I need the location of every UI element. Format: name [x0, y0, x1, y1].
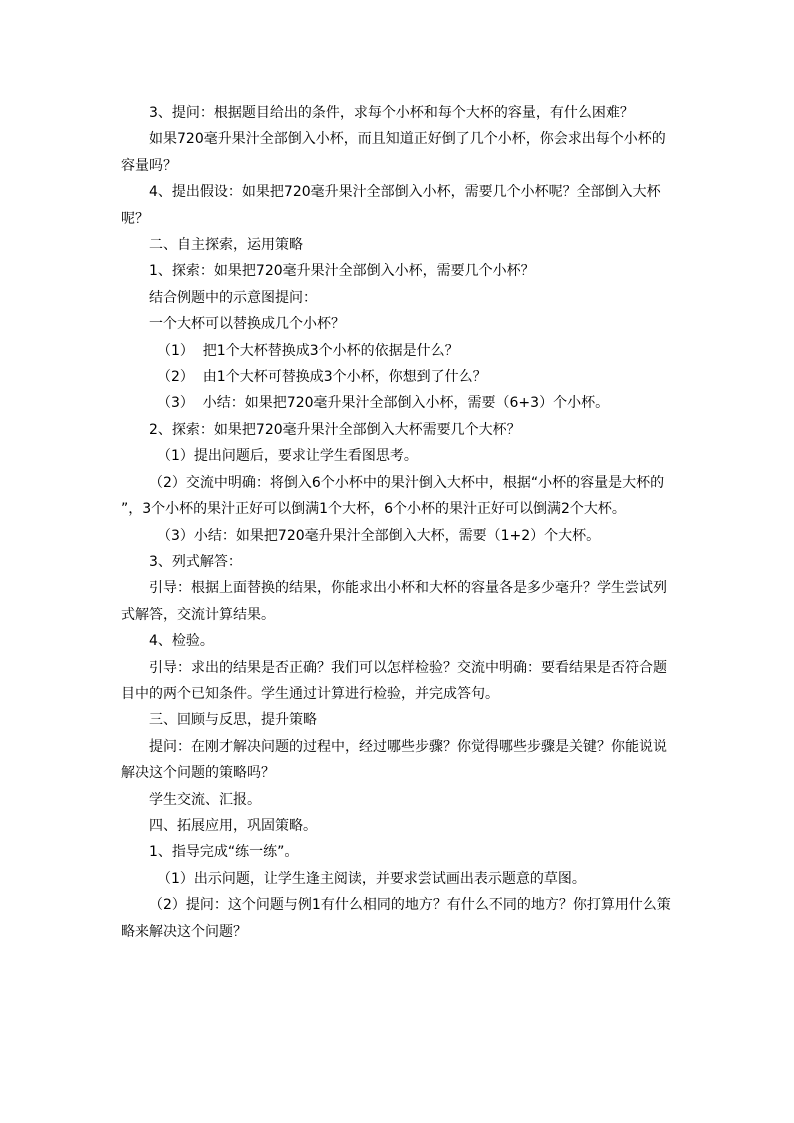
paragraph-practice-1: 1、指导完成“练一练”。	[149, 844, 299, 861]
list-item-explore2-3: （3）小结：如果把720毫升果汁全部倒入大杯，需要（1+2）个大杯。	[157, 527, 601, 544]
document-body	[121, 100, 676, 945]
paragraph-small-cup-capacity: 如果720毫升果汁全部倒入小杯，而且知道正好倒了几个小杯，你会求出每个小杯的容量吗？	[121, 131, 666, 174]
list-item-3: （3） 小结：如果把720毫升果汁全部倒入小杯，需要（6+3）个小杯。	[157, 395, 610, 412]
paragraph-solve-3: 3、列式解答：	[149, 553, 242, 570]
list-item-2: （2） 由1个大杯可替换成3个小杯，你想到了什么？	[157, 369, 487, 386]
paragraph-replace-question: 一个大杯可以替换成几个小杯？	[149, 316, 345, 333]
paragraph-hypothesis-4: 4、提出假设：如果把720毫升果汁全部倒入小杯，需要几个小杯呢？全部倒入大杯呢？	[121, 184, 661, 227]
paragraph-student-report: 学生交流、汇报。	[149, 791, 261, 808]
list-item-explore2-2: （2）交流中明确：将倒入6个小杯中的果汁倒入大杯中，根据“小杯的容量是大杯的 ”，3个小杯的果汁正好可以倒满1个大杯，6个小杯的果汁正好可以倒满2个大杯。	[121, 474, 673, 518]
paragraph-reflect-question: 提问：在刚才解决问题的过程中，经过哪些步骤？你觉得哪些步骤是关键？你能说说解决这个问题的策略吗？	[121, 738, 667, 782]
paragraph-solve-guide: 引导：根据上面替换的结果，你能求出小杯和大杯的容量各是多少毫升？学生尝试列式解答，交流计算结果。	[121, 580, 667, 623]
paragraph-check-guide: 引导：求出的结果是否正确？我们可以怎样检验？交流中明确：要看结果是否符合题目中的两个已知条件。学生通过计算进行检验，并完成答句。	[121, 659, 667, 702]
paragraph-explore-1: 1、探索：如果把720毫升果汁全部倒入小杯，需要几个小杯？	[149, 263, 535, 280]
paragraph-check-4: 4、检验。	[149, 633, 214, 650]
paragraph-explore-2: 2、探索：如果把720毫升果汁全部倒入大杯需要几个大杯？	[149, 421, 521, 438]
section-heading-4: 四、拓展应用，巩固策略。	[149, 817, 317, 834]
paragraph-question-3: 3、提问：根据题目给出的条件，求每个小杯和每个大杯的容量，有什么困难？	[149, 105, 634, 121]
list-item-practice-1: （1）出示问题，让学生逢主阅读，并要求尝试画出表示题意的草图。	[157, 870, 586, 887]
list-item-1: （1） 把1个大杯替换成3个小杯的依据是什么？	[157, 342, 459, 359]
list-item-explore2-1: （1）提出问题后，要求让学生看图思考。	[157, 448, 418, 465]
section-heading-3: 三、回顾与反思，提升策略	[149, 712, 317, 729]
section-heading-2: 二、自主探索，运用策略	[149, 237, 303, 254]
paragraph-diagram-question: 结合例题中的示意图提问：	[149, 289, 317, 306]
list-item-practice-2: （2）提问：这个问题与例1有什么相同的地方？有什么不同的地方？你打算用什么策略来解决这个问题？	[121, 897, 671, 940]
